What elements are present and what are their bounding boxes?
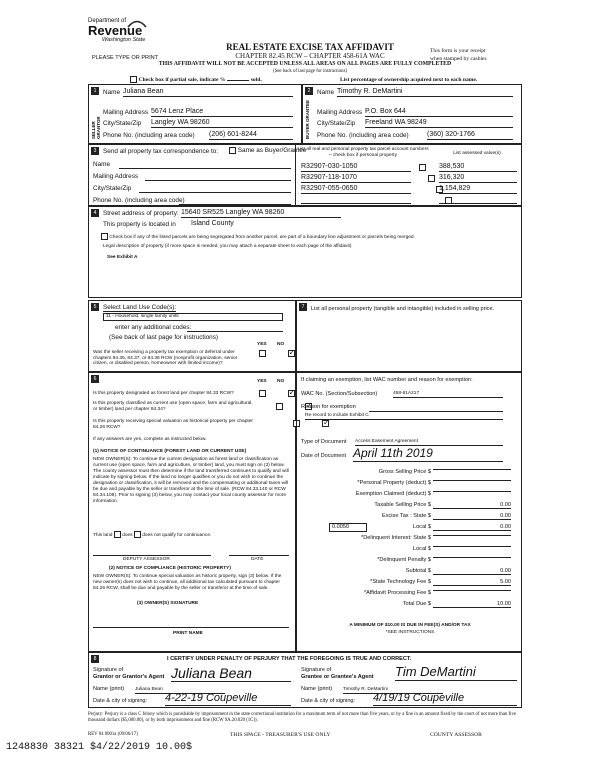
tax-row-label: Local $: [412, 546, 431, 552]
doc-date-input[interactable]: April 11th 2019: [353, 447, 503, 462]
corr-phone[interactable]: [179, 204, 291, 205]
form-warning: THIS AFFIDAVIT WILL NOT BE ACCEPTED UNLESS ALL AREAS ON ALL PAGES ARE FULLY COMPLETED: [158, 61, 452, 67]
local-rate-input[interactable]: 0.0050: [329, 523, 367, 532]
sun-logo-icon: [126, 18, 148, 28]
partial-sale-checkbox[interactable]: [130, 76, 137, 83]
tax-row-value[interactable]: 10.00: [433, 601, 511, 608]
section-number: 3: [91, 147, 99, 155]
tax-row-label: Gross Selling Price $: [378, 469, 431, 475]
print-name-label: PRINT NAME: [173, 631, 203, 636]
tax-row: [301, 524, 511, 535]
seller-mailing[interactable]: 5674 Lenz Place: [151, 108, 293, 117]
corr-name-label: Name: [93, 161, 111, 168]
seller-city-label: City/State/Zip: [103, 120, 142, 127]
grantor-print-name[interactable]: Juliana Bean: [135, 687, 225, 694]
corr-city-label: City/State/Zip: [93, 185, 132, 192]
if-yes-note: If any answers are yes, complete as instructed below.: [93, 437, 207, 442]
no-header: NO: [277, 342, 285, 347]
parcel-header: List all real and personal property tax parcel account numbers – check box if personal property: [297, 147, 429, 158]
exemption-yes-checkbox[interactable]: [259, 350, 266, 357]
perjury-note: Perjury: Perjury is a class C felony which is punishable by imprisonment in the state correctional institution for a maximum term of not more than five years, or by a fine in an amount fixed by the court of not more than five thousand dollars ($5,000.00), or by both imprisonment and fine (RCW 9A.20.020 (1C)).: [88, 712, 517, 724]
logo-line3: Washington State: [102, 36, 146, 43]
no-header: NO: [277, 379, 285, 384]
tax-row-value[interactable]: 0.00: [433, 524, 511, 531]
owner-signature-label: (3) OWNER(S) SIGNATURE: [137, 601, 199, 606]
forest-q2-yes[interactable]: [276, 403, 283, 410]
exemption-no-checkbox[interactable]: [288, 350, 295, 357]
grantee-sig-of: Signature of: [301, 667, 332, 673]
parcel-number[interactable]: R32907-055-0650: [301, 185, 411, 194]
wac-input[interactable]: 458-61A217: [393, 391, 503, 398]
legal-description[interactable]: See Exhibit A: [107, 255, 138, 260]
grantor-date-label: Date & city of signing:: [93, 698, 148, 704]
personal-property-label: List all personal property (tangible and intangible) included in selling price.: [311, 306, 495, 312]
rev-number: REV 84 0001a (09/06/17): [88, 732, 138, 737]
forest-question-1: Is this property designated as forest land per chapter 84.33 RCW?: [93, 391, 234, 396]
section-number: 8: [91, 655, 99, 663]
legal-label: Legal description of property (if more space is needed, you may attach a separate sheet to each page of the affidavit): [103, 244, 352, 249]
tax-row-label: *State Technology Fee $: [370, 579, 431, 585]
tax-row-label: *Affidavit Processing Fee $: [363, 590, 431, 596]
does-not-label: does not qualify for continuance.: [142, 532, 212, 538]
exemption-question: Was the seller receiving a property tax exemption or deferral under chapters 84.36, 84.37, or 84.38 RCW (nonprofit organization, senior citizen, or disabled person, homeowner with limited income)?: [93, 350, 238, 367]
buyer-mailing[interactable]: P.O. Box 644: [365, 108, 513, 117]
treasurer-label: THIS SPACE - TREASURER'S USE ONLY: [230, 732, 331, 738]
minimum-due-note: A MINIMUM OF $10.00 IS DUE IN FEE(S) AND/OR TAX: [349, 623, 471, 628]
tax-row-label: Exemption Claimed (deduct) $: [355, 491, 431, 497]
section-number: 1: [91, 87, 99, 95]
deputy-label: DEPUTY ASSESSOR: [123, 557, 170, 562]
tax-row: [301, 535, 511, 546]
additional-codes-label: enter any additional codes:: [115, 324, 192, 331]
logo-line2: Revenue: [88, 22, 143, 38]
tax-row-value[interactable]: [433, 469, 511, 470]
seller-phone-label: Phone No. (including area code): [103, 132, 195, 139]
parcel-number[interactable]: R32907-030-1050: [301, 163, 411, 172]
grantee-agent-label: Grantee or Grantee's Agent: [301, 674, 374, 680]
assessed-value[interactable]: 316,320: [439, 174, 517, 183]
buyer-section: [302, 84, 522, 144]
forest-q1-no[interactable]: [288, 390, 295, 397]
grantee-signature[interactable]: Tim DeMartini: [395, 665, 517, 681]
form-chapter: CHAPTER 82.45 RCW – CHAPTER 458-61A WAC: [235, 52, 385, 60]
tax-row-value[interactable]: [433, 557, 511, 558]
grantor-date-city[interactable]: 4-22-19 Coupeville: [165, 692, 291, 706]
does-not-checkbox[interactable]: [134, 531, 141, 538]
tax-row-label: Local $: [412, 524, 431, 530]
reason-label: Reason for exemption: [301, 404, 356, 410]
segregated-label: Check box if any of the listed parcels are being segregated from another parcel, are part of a boundary line adjustment or parcels being merged.: [109, 234, 415, 240]
tax-section: [296, 372, 522, 652]
seller-mailing-label: Mailing Address: [103, 109, 149, 116]
grantor-signature[interactable]: Juliana Bean: [171, 665, 291, 682]
tax-row-value[interactable]: 5.00: [433, 579, 511, 586]
grantee-name-print-label: Name (print): [301, 686, 333, 692]
grantee-date-city[interactable]: 4/19/19 Coupeville: [373, 692, 517, 706]
tax-row-label: *Delinquent Penalty $: [377, 557, 431, 563]
tax-row-value[interactable]: [433, 546, 511, 547]
seller-city[interactable]: Langley WA 98260: [151, 119, 293, 128]
street-label: Street address of property:: [103, 210, 179, 217]
yes-header: YES: [257, 379, 267, 384]
grantee-print-name[interactable]: Timothy R. DeMartini: [343, 687, 443, 694]
grantor-sig-of: Signature of: [93, 667, 124, 673]
land-use-label: Select Land Use Code(s):: [103, 304, 177, 311]
segregated-row: [101, 233, 521, 240]
tax-row-label: Taxable Selling Price $: [374, 502, 431, 508]
corr-phone-label: Phone No. (including area code): [93, 197, 185, 204]
forest-section: [88, 372, 296, 652]
section-number: 2: [305, 87, 313, 95]
personal-property-checkbox[interactable]: [428, 175, 435, 182]
tax-row: [301, 469, 511, 480]
owner-signature-line[interactable]: [93, 627, 289, 628]
tax-row-label: Subtotal $: [405, 568, 431, 574]
tax-row-value[interactable]: [433, 491, 511, 492]
wac-label: WAC No. (Section/Subsection): [301, 391, 378, 397]
buyer-phone[interactable]: (360) 320-1766: [427, 131, 513, 140]
doc-type-input[interactable]: Access Easement Agreement: [355, 439, 503, 446]
tax-row: [301, 601, 511, 612]
logo-line1: Department of: [88, 18, 127, 24]
county-assessor-label: COUNTY ASSESSOR: [430, 732, 482, 738]
tax-table: [301, 469, 511, 612]
notice2-title: (2) NOTICE OF COMPLIANCE (HISTORIC PROPERTY): [109, 566, 231, 571]
yes-header: YES: [257, 342, 267, 347]
forest-question-3: Is this property receiving special valuation as historical property per chapter 84.26 RCW?: [93, 419, 253, 430]
buyer-city[interactable]: Freeland WA 98249: [365, 119, 513, 128]
section-number: 7: [299, 303, 307, 311]
seller-section: [88, 84, 302, 144]
deputy-signature-line[interactable]: [93, 555, 211, 556]
see-instructions: *SEE INSTRUCTIONS: [385, 630, 435, 635]
additional-codes-input[interactable]: [187, 331, 283, 332]
corr-label: Send all property tax correspondence to:: [103, 148, 219, 155]
buyer-side-label: BUYER GRANTEE: [305, 99, 310, 139]
assessed-value[interactable]: 1,154,829: [439, 185, 517, 194]
tax-row: [301, 568, 511, 579]
certify-statement: I CERTIFY UNDER PENALTY OF PERJURY THAT THE FOREGOING IS TRUE AND CORRECT.: [167, 656, 412, 662]
county-label: This property is located in: [103, 221, 176, 228]
tax-row: [301, 546, 511, 557]
doc-type-label: Type of Document: [301, 439, 347, 445]
street-address[interactable]: 15640 SR525 Langley WA 98260: [181, 209, 341, 218]
ownership-note: List percentage of ownership acquired next to each name.: [340, 77, 478, 83]
county-value[interactable]: Island County: [191, 220, 234, 227]
buyer-name-label: Name: [317, 89, 335, 96]
doc-date-label: Date of Document: [301, 453, 347, 459]
tax-row-value[interactable]: 0.00: [433, 568, 511, 575]
section-number: 4: [91, 209, 99, 217]
tax-row-label: Excise Tax : State $: [381, 513, 431, 519]
land-use-select[interactable]: 11 - Household, single family units: [103, 313, 283, 321]
tax-row: [301, 480, 511, 491]
please-type: PLEASE TYPE OR PRINT: [92, 55, 159, 61]
forest-q1-yes[interactable]: [259, 390, 266, 397]
form-title: REAL ESTATE EXCISE TAX AFFIDAVIT: [226, 42, 394, 52]
date-label: DATE: [251, 557, 264, 562]
assessed-header: List assessed value(s): [453, 151, 501, 156]
corr-city[interactable]: [139, 192, 291, 193]
tax-row-value[interactable]: 0.00: [433, 513, 511, 520]
section-number: 5: [91, 303, 99, 311]
corr-mailing-label: Mailing Address: [93, 173, 139, 180]
tax-row-value[interactable]: [433, 480, 511, 481]
tax-row: [301, 502, 511, 513]
same-as-buyer-checkbox[interactable]: [229, 147, 236, 154]
parcel-number[interactable]: R32907-118-1070: [301, 174, 411, 183]
buyer-name[interactable]: Timothy R. DeMartini: [337, 88, 513, 97]
buyer-phone-label: Phone No. (including area code): [317, 132, 409, 139]
partial-sale-label: Check box if partial sale, indicate %: [138, 77, 226, 83]
segregated-checkbox[interactable]: [101, 233, 108, 240]
receipt-note-2: when stamped by cashier.: [430, 56, 488, 62]
seller-phone[interactable]: (206) 601-8244: [209, 131, 293, 140]
partial-sale-row: [130, 76, 262, 83]
assessed-value[interactable]: 388,530: [439, 163, 517, 172]
tax-row: [301, 590, 511, 601]
sold-label: sold.: [250, 77, 262, 83]
reason-input[interactable]: Re-record to include Exhibit C: [305, 413, 503, 420]
tax-row-label: *Personal Property (deduct) $: [357, 480, 431, 486]
grantor-name-print-label: Name (print): [93, 686, 125, 692]
notice1-body: NEW OWNER(S): To continue the current designation as forest land or classification as current use (open space, farm and agriculture, or timber) land, you must sign on (3) below. The county assessor must then determine if the land transferred continues to qualify and will indicate by signing below. If the land no longer qualifies or you do not wish to continue the designation or classification, it will be removed and the compensating or additional taxes will be due and payable by the seller or transferor at the time of sale. (RCW 84.33.140 or RCW 84.34.108). Prior to signing (3) below, you may contact your local county assessor for more information.: [93, 457, 289, 504]
grantor-agent-label: Grantor or Grantor's Agent: [93, 674, 165, 680]
continuance-row: [93, 531, 211, 538]
tax-row: [301, 579, 511, 590]
corr-mailing[interactable]: [145, 180, 291, 181]
seller-side-label: SELLER GRANTOR: [91, 116, 102, 139]
seller-name-label: Name: [103, 89, 121, 96]
personal-property-checkbox[interactable]: [419, 164, 426, 171]
deputy-date-line[interactable]: [229, 555, 289, 556]
forest-question-2: Is this property classified as current use (open space, farm and agricultural, or timber) land per chapter 84.34?: [93, 401, 253, 412]
section-number: 6: [91, 375, 99, 383]
tax-row: [301, 491, 511, 502]
buyer-city-label: City/State/Zip: [317, 120, 356, 127]
land-use-see-back: (See back of last page for instructions): [109, 334, 219, 341]
receipt-note-1: This form is your receipt: [430, 48, 486, 54]
tax-row-value[interactable]: 0.00: [433, 502, 511, 509]
does-checkbox[interactable]: [114, 531, 121, 538]
same-as-buyer-label: Same as Buyer/Grantee: [237, 147, 307, 155]
notice2-body: NEW OWNER(S): To continue special valuation as historic property, sign (3) below. If the new owner(s) does not wish to continue, all additional tax calculated pursuant to chapter 84.26 RCW, shall be due and payable by the seller or transferor at the time of sale.: [93, 574, 282, 591]
corr-name[interactable]: [119, 168, 291, 169]
correspondence-section: [88, 144, 522, 206]
certify-section: [88, 652, 522, 708]
this-land-label: This land: [93, 532, 113, 538]
notice1-title: (1) NOTICE OF CONTINUANCE (FOREST LAND OR CURRENT USE): [93, 449, 247, 454]
buyer-mailing-label: Mailing Address: [317, 109, 363, 116]
tax-row-label: Total Due $: [402, 601, 431, 607]
see-back-note: (See back of last page for instructions): [272, 69, 348, 74]
recording-stamp: 1248830 38321 $4/22/2019 10.00$: [6, 742, 193, 753]
dor-logo: [88, 18, 168, 52]
land-use-section: [88, 300, 296, 372]
tax-row-value[interactable]: [433, 535, 511, 536]
seller-name[interactable]: Juliana Bean: [123, 88, 293, 97]
does-label: does: [122, 532, 133, 538]
personal-property-section: [296, 300, 522, 372]
tax-row-value[interactable]: [433, 590, 511, 591]
tax-row: [301, 557, 511, 568]
claim-exemption-label: If claiming an exemption, list WAC number and reason for exemption:: [301, 377, 473, 383]
tax-row-label: *Delinquent Interest: State $: [361, 535, 431, 541]
grantee-date-label: Date & city of signing:: [301, 698, 356, 704]
property-section: [88, 206, 522, 298]
